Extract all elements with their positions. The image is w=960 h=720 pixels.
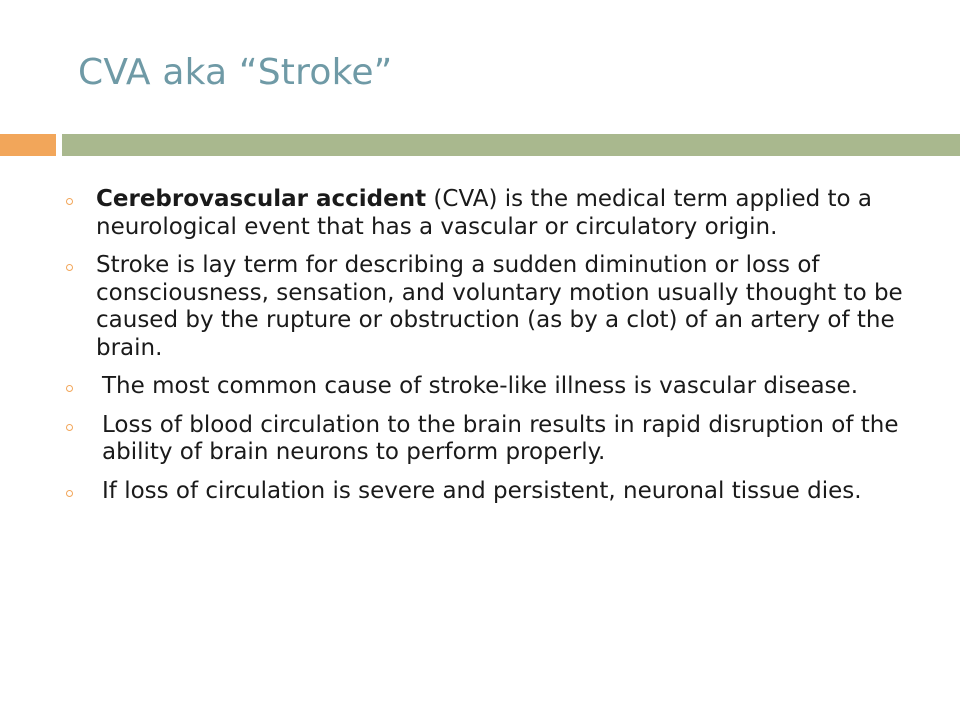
bullet-text: Loss of blood circulation to the brain results in rapid disruption of the ability of brain neurons to perform properly. [102, 411, 899, 465]
slide-title: CVA aka “Stroke” [78, 52, 393, 93]
bullet-list [66, 186, 926, 516]
circle-bullet-icon [66, 424, 73, 431]
circle-bullet-icon [66, 198, 73, 205]
circle-bullet-icon [66, 264, 73, 271]
bullet-text: (CVA) is the medical term applied to a neurological event that has a vascular or circulatory origin. [96, 186, 873, 240]
circle-bullet-icon [66, 385, 73, 392]
bullet-term: Cerebrovascular accident [96, 186, 427, 212]
title-underline-bar [62, 134, 960, 156]
bullet-item [66, 252, 926, 362]
bullet-item [66, 412, 926, 467]
bullet-item [66, 186, 926, 241]
title-accent-bar [0, 134, 56, 156]
bullet-item [66, 478, 926, 506]
circle-bullet-icon [66, 490, 73, 497]
bullet-text: The most common cause of stroke-like illness is vascular disease. [102, 373, 859, 399]
bullet-text: Stroke is lay term for describing a sudden diminution or loss of consciousness, sensation, and voluntary motion usually thought to be caused by the rupture or obstruction (as by a clot) of an artery of the brain. [96, 252, 903, 361]
bullet-text: If loss of circulation is severe and persistent, neuronal tissue dies. [102, 477, 862, 504]
bullet-item [66, 373, 926, 401]
